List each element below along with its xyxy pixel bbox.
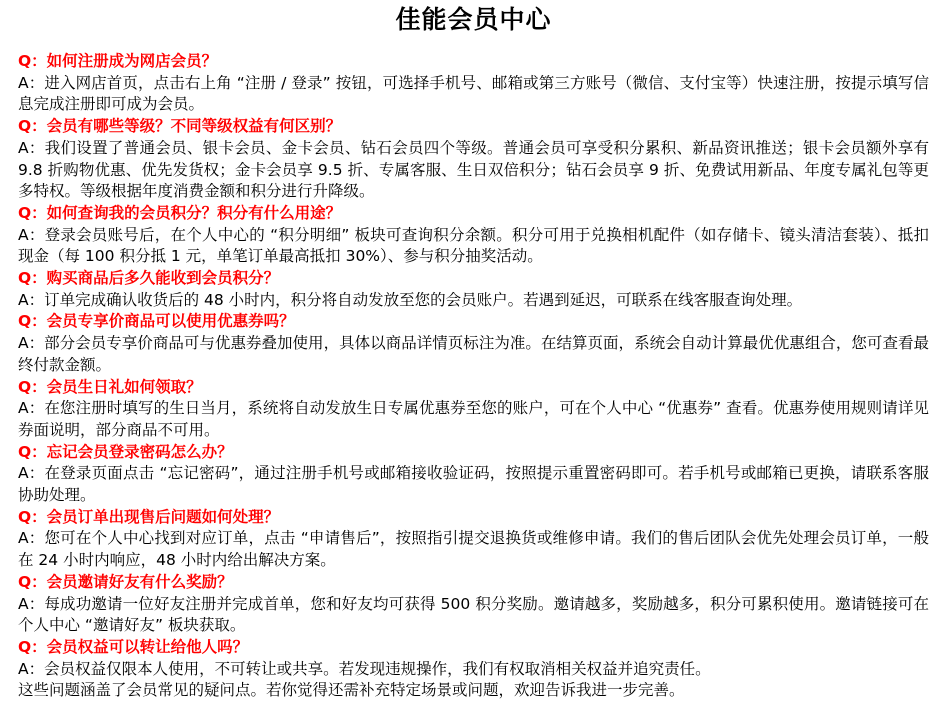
faq-item: [18, 572, 929, 637]
faq-item: [18, 377, 929, 442]
faq-question: Q：购买商品后多久能收到会员积分？: [18, 269, 280, 288]
faq-list: [18, 51, 929, 680]
faq-answer: A：在您注册时填写的生日当月，系统将自动发放生日专属优惠券至您的账户，可在个人中心 “优惠券” 查看。优惠券使用规则请详见券面说明，部分商品不可用。: [18, 399, 929, 439]
faq-answer: A：您可在个人中心找到对应订单，点击 “申请售后”，按照指引提交退换货或维修申请。我们的售后团队会优先处理会员订单，一般在 24 小时内响应，48 小时内给出解决方案。: [18, 529, 929, 570]
faq-item: [18, 51, 929, 116]
faq-question: Q：会员订单出现售后问题如何处理？: [18, 507, 280, 526]
faq-answer: A：在登录页面点击 “忘记密码”，通过注册手机号或邮箱接收验证码，按照提示重置密码即可。若手机号或邮箱已更换，请联系客服协助处理。: [18, 464, 929, 505]
closing-note: 这些问题涵盖了会员常见的疑问点。若你觉得还需补充特定场景或问题，欢迎告诉我进一步完善。: [18, 681, 685, 700]
faq-question: Q：会员专享价商品可以使用优惠券吗？: [18, 312, 295, 331]
faq-answer: A：部分会员专享价商品可与优惠券叠加使用，具体以商品详情页标注为准。在结算页面，系统会自动计算最优优惠组合，您可查看最终付款金额。: [18, 334, 929, 374]
faq-question: Q：如何注册成为网店会员？: [18, 52, 218, 70]
faq-question: Q：忘记会员登录密码怎么办？: [18, 442, 233, 461]
faq-item: [18, 311, 929, 376]
faq-answer: A：登录会员账号后，在个人中心的 “积分明细” 板块可查询积分余额。积分可用于兑换相机配件（如存储卡、镜头清洁套装）、抵扣现金（每 100 积分抵 1 元，单笔订单最高抵扣 30%）、参与积分抽奖活动。: [18, 225, 929, 266]
faq-question: Q：会员权益可以转让给他人吗？: [18, 637, 249, 656]
faq-question: Q：会员邀请好友有什么奖励？: [18, 572, 233, 591]
faq-answer: A：每成功邀请一位好友注册并完成首单，您和好友均可获得 500 积分奖励。邀请越多，奖励越多，积分可累积使用。邀请链接可在个人中心 “邀请好友” 板块获取。: [18, 594, 929, 635]
faq-item: [18, 442, 929, 507]
faq-answer: A：进入网店首页，点击右上角 “注册 / 登录” 按钮，可选择手机号、邮箱或第三方账号（微信、支付宝等）快速注册，按提示填写信息完成注册即可成为会员。: [18, 73, 929, 114]
faq-item: [18, 268, 929, 311]
faq-item: [18, 203, 929, 268]
faq-item: [18, 116, 929, 203]
faq-answer: A：我们设置了普通会员、银卡会员、金卡会员、钻石会员四个等级。普通会员可享受积分累积、新品资讯推送；银卡会员额外享有 9.8 折购物优惠、优先发货权；金卡会员享 9.5 折、专属客服、生日双倍积分；钻石会员享 9 折、免费试用新品、年度专属礼包等更多特权。等级根据年度消费金额和积分进行升降级。: [18, 138, 929, 201]
faq-question: Q：会员生日礼如何领取？: [18, 377, 202, 396]
faq-item: [18, 637, 929, 680]
faq-question: Q：如何查询我的会员积分？积分有什么用途？: [18, 203, 342, 222]
faq-item: [18, 507, 929, 572]
faq-question: Q：会员有哪些等级？不同等级权益有何区别？: [18, 117, 342, 136]
page-title: 佳能会员中心: [395, 5, 552, 34]
faq-answer: A：订单完成确认收货后的 48 小时内，积分将自动发放至您的会员账户。若遇到延迟，可联系在线客服查询处理。: [18, 290, 803, 309]
faq-page: [0, 2, 939, 720]
faq-answer: A：会员权益仅限本人使用，不可转让或共享。若发现违规操作，我们有权取消相关权益并追究责任。: [18, 659, 711, 678]
